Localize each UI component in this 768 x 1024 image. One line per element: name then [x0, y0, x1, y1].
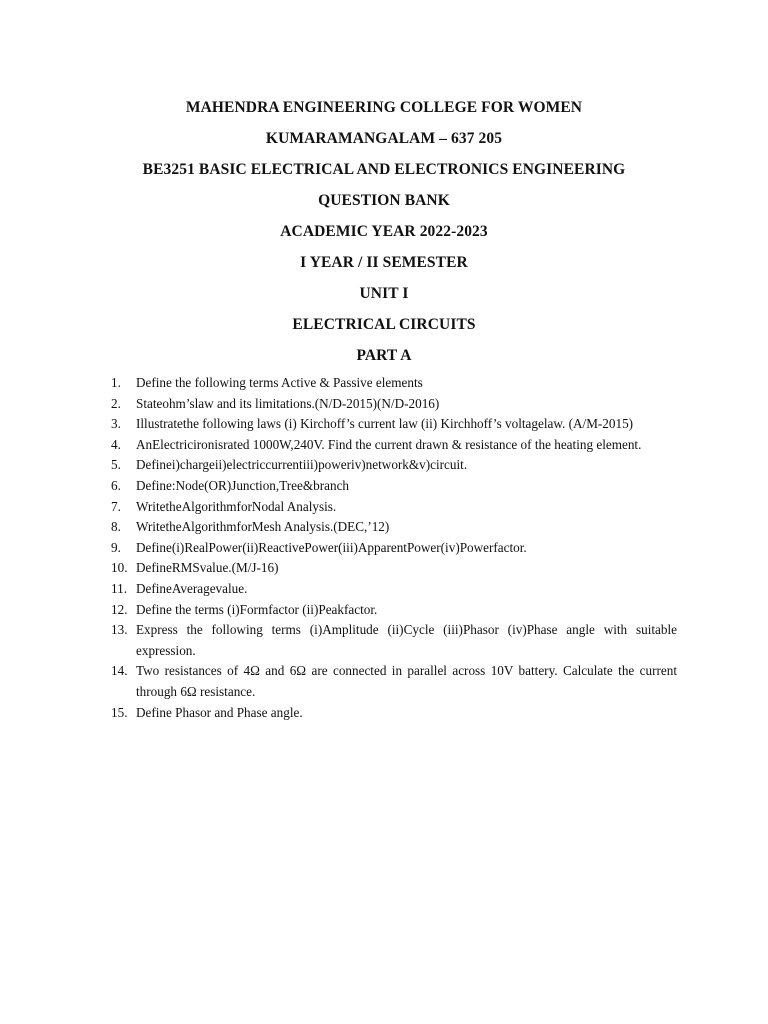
- list-item: [111, 517, 677, 538]
- list-item: [111, 579, 677, 600]
- question-number: 2.: [111, 395, 121, 411]
- list-item: [111, 497, 677, 518]
- college-name: MAHENDRA ENGINEERING COLLEGE FOR WOMEN: [185, 99, 583, 116]
- unit-title: ELECTRICAL CIRCUITS: [292, 316, 476, 333]
- question-text: Illustratethe following laws (i) Kirchoff’s current law (ii) Kirchhoff’s voltagelaw. (A/M-2015): [136, 416, 634, 432]
- question-text: DefineRMSvalue.(M/J-16): [136, 560, 279, 576]
- question-number: 7.: [111, 498, 121, 514]
- question-text: Definei)chargeii)electriccurrentiii)poweriv)network&v)circuit.: [136, 457, 468, 473]
- question-number: 3.: [111, 416, 121, 432]
- question-text: Two resistances of 4Ω and 6Ω are connected in parallel across 10V battery. Calculate the current through 6Ω resistance.: [136, 663, 677, 699]
- question-number: 14.: [111, 663, 128, 679]
- question-number: 15.: [111, 704, 128, 720]
- list-item: [111, 538, 677, 559]
- question-text: Define:Node(OR)Junction,Tree&branch: [136, 477, 350, 493]
- list-item: [111, 703, 677, 724]
- question-number: 6.: [111, 477, 121, 493]
- part-heading: PART A: [356, 347, 412, 364]
- question-number: 13.: [111, 622, 128, 638]
- question-number: 5.: [111, 457, 121, 473]
- list-item: [111, 620, 677, 661]
- question-text: Define the following terms Active & Passive elements: [136, 375, 423, 390]
- question-text: Define(i)RealPower(ii)ReactivePower(iii)ApparentPower(iv)Powerfactor.: [136, 539, 527, 555]
- list-item: [111, 661, 677, 702]
- question-text: Express the following terms (i)Amplitude (ii)Cycle (iii)Phasor (iv)Phase angle with suitable expression.: [136, 622, 677, 658]
- document-header: [0, 92, 768, 371]
- question-number: 12.: [111, 601, 128, 617]
- question-text: DefineAveragevalue.: [136, 580, 248, 596]
- year-semester: I YEAR / II SEMESTER: [300, 254, 468, 271]
- question-number: 8.: [111, 519, 121, 535]
- list-item: [111, 600, 677, 621]
- document-type: QUESTION BANK: [318, 192, 450, 209]
- list-item: [111, 435, 677, 456]
- list-item: [111, 394, 677, 415]
- question-list: [111, 373, 677, 723]
- question-text: Define Phasor and Phase angle.: [136, 704, 303, 720]
- list-item: [111, 373, 677, 394]
- academic-year: ACADEMIC YEAR 2022-2023: [280, 223, 488, 240]
- question-text: AnElectricironisrated 1000W,240V. Find the current drawn & resistance of the heating element.: [136, 436, 642, 452]
- question-text: Stateohm’slaw and its limitations.(N/D-2015)(N/D-2016): [136, 395, 440, 411]
- question-number: 1.: [111, 375, 121, 390]
- question-number: 9.: [111, 539, 121, 555]
- question-text: WritetheAlgorithmforNodal Analysis.: [136, 498, 337, 514]
- question-number: 11.: [111, 580, 127, 596]
- question-number: 4.: [111, 436, 121, 452]
- list-item: [111, 455, 677, 476]
- list-item: [111, 414, 677, 435]
- course-title: BE3251 BASIC ELECTRICAL AND ELECTRONICS ENGINEERING: [142, 161, 626, 178]
- question-text: WritetheAlgorithmforMesh Analysis.(DEC,’12): [136, 519, 390, 535]
- unit-number: UNIT I: [359, 285, 409, 302]
- question-text: Define the terms (i)Formfactor (ii)Peakfactor.: [136, 601, 378, 617]
- college-location: KUMARAMANGALAM – 637 205: [265, 130, 503, 147]
- question-number: 10.: [111, 560, 128, 576]
- list-item: [111, 558, 677, 579]
- list-item: [111, 476, 677, 497]
